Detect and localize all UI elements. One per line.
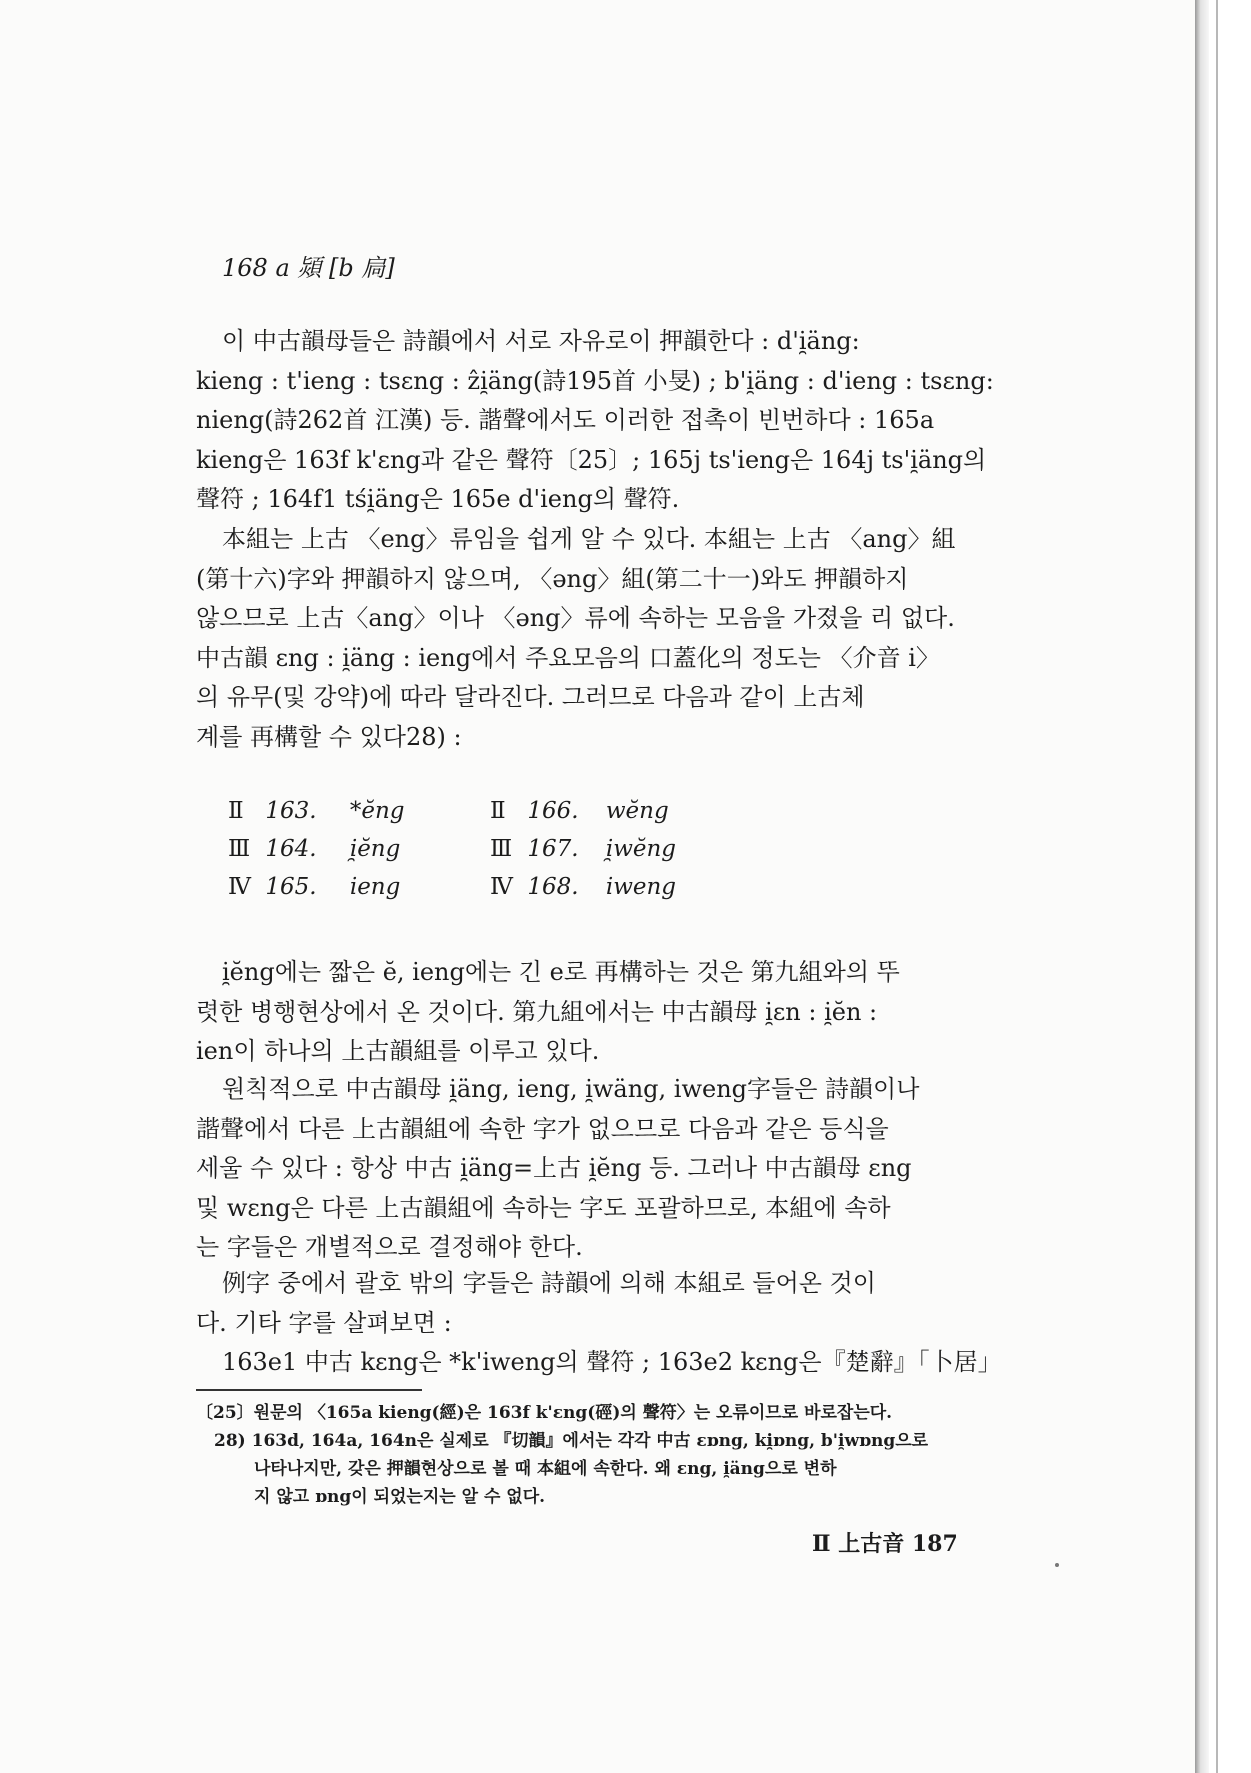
paragraph-5 xyxy=(196,1264,1002,1383)
reconstructed-form: i̯ĕng xyxy=(349,836,401,862)
division-numeral: Ⅲ xyxy=(490,836,513,862)
reconstructed-form: wĕng xyxy=(605,798,669,824)
text-line: 聲符 ; 164f1 tśi̯äng은 165e d'ieng의 聲符. xyxy=(196,485,680,513)
text-line: 및 wɛng은 다른 上古韻組에 속하는 字도 포괄하므로, 本組에 속하 xyxy=(196,1193,891,1222)
text-line: i̯ĕng에는 짧은 ĕ, ieng에는 긴 e로 再構하는 것은 第九組와의 뚜 xyxy=(222,958,900,986)
page-edge-shadow xyxy=(1195,0,1209,1773)
division-numeral: Ⅳ xyxy=(228,874,251,900)
rhyme-number: 164. xyxy=(265,836,317,862)
text-line: 다. 기타 字를 살펴보면 : xyxy=(196,1308,452,1337)
text-line: 本組는 上古 〈eng〉류임을 쉽게 알 수 있다. 本組는 上古 〈ang〉組 xyxy=(222,525,956,553)
reconstructed-form: iweng xyxy=(605,874,677,900)
paragraph-3 xyxy=(196,953,996,1072)
footnote-28-cont: 나타나지만, 갖은 押韻현상으로 볼 때 本組에 속한다. 왜 ɛng, i̯äng으로 변하 xyxy=(254,1459,837,1479)
rhyme-number: 163. xyxy=(265,798,317,824)
text-line: ien이 하나의 上古韻組를 이루고 있다. xyxy=(196,1037,600,1065)
text-line: 렷한 병행현상에서 온 것이다. 第九組에서는 中古韻母 i̯ɛn : i̯ĕn : xyxy=(196,997,878,1026)
page-folio: Ⅱ 上古音 187 xyxy=(812,1531,958,1557)
rhyme-number: 165. xyxy=(265,874,317,900)
reconstructed-form: *ĕng xyxy=(349,798,405,824)
paragraph-4 xyxy=(196,1070,996,1268)
footnote-28: 28) 163d, 164a, 164n은 실제로 『切韻』에서는 각각 中古 ɛɒng, ki̯ɒng, b'i̯wɒng으로 xyxy=(214,1431,929,1451)
text-line: (第十六)字와 押韻하지 않으며, 〈əng〉組(第二十一)와도 押韻하지 xyxy=(196,564,909,593)
table-row xyxy=(228,874,400,900)
text-line: 않으므로 上古〈ang〉이나 〈əng〉류에 속하는 모음을 가졌을 리 없다. xyxy=(196,604,955,632)
section-heading: 168 a 熲 [b 扃] xyxy=(222,254,395,282)
text-line: 中古韻 ɛng : i̯äng : ieng에서 주요모음의 口蓋化의 정도는 〈介音 i〉 xyxy=(196,643,940,672)
text-line: kieng은 163f k'ɛng과 같은 聲符〔25〕; 165j ts'ieng은 164j ts'i̯äng의 xyxy=(196,445,987,474)
rhyme-number: 168. xyxy=(527,874,579,900)
speck xyxy=(1055,1563,1059,1567)
paragraph-1 xyxy=(196,322,996,520)
text-line: 는 字들은 개별적으로 결정해야 한다. xyxy=(196,1233,583,1261)
table-row xyxy=(490,874,676,900)
text-line: 의 유무(및 강약)에 따라 달라진다. 그러므로 다음과 같이 上古체 xyxy=(196,683,865,711)
division-numeral: Ⅳ xyxy=(490,874,513,900)
footnote-divider xyxy=(196,1389,422,1391)
reconstructed-form: i̯wĕng xyxy=(605,836,677,862)
text-line: kieng : t'ieng : tsɛng : ẑi̯äng(詩195首 小旻) ; b'i̯äng : d'ieng : tsɛng: xyxy=(196,366,994,395)
table-row xyxy=(228,836,400,862)
paragraph-2 xyxy=(196,520,996,757)
text-line: 원칙적으로 中古韻母 i̯äng, ieng, i̯wäng, iweng字들은 詩韻이나 xyxy=(222,1075,920,1103)
text-line: nieng(詩262首 江漢) 등. 諧聲에서도 이러한 접촉이 빈번하다 : 165a xyxy=(196,406,935,434)
table-row xyxy=(228,798,405,824)
rhyme-number: 166. xyxy=(527,798,579,824)
reconstructed-form: ieng xyxy=(349,874,401,900)
text-line: 이 中古韻母들은 詩韻에서 서로 자유로이 押韻한다 : d'i̯äng: xyxy=(222,327,860,355)
rhyme-number: 167. xyxy=(527,836,579,862)
text-line: 세울 수 있다 : 항상 中古 i̯äng=上古 i̯ĕng 등. 그러나 中古韻母 ɛng xyxy=(196,1154,912,1182)
division-numeral: Ⅱ xyxy=(228,798,244,824)
division-numeral: Ⅱ xyxy=(490,798,506,824)
table-row xyxy=(490,798,669,824)
text-line: 163e1 中古 kɛng은 *k'iweng의 聲符 ; 163e2 kɛng은『楚辭』「卜居」 xyxy=(222,1348,1002,1376)
text-line: 諧聲에서 다른 上古韻組에 속한 字가 없으므로 다음과 같은 등식을 xyxy=(196,1114,889,1143)
footnote-28-cont: 지 않고 ɒng이 되었는지는 알 수 없다. xyxy=(254,1487,546,1507)
table-row xyxy=(490,836,676,862)
text-line: 계를 再構할 수 있다28) : xyxy=(196,722,462,751)
page-edge-line xyxy=(1216,0,1218,1773)
footnote-25: 〔25〕원문의 〈165a kieng(經)은 163f k'ɛng(硜)의 聲符〉는 오류이므로 바로잡는다. xyxy=(196,1403,893,1423)
division-numeral: Ⅲ xyxy=(228,836,251,862)
text-line: 例字 중에서 괄호 밖의 字들은 詩韻에 의해 本組로 들어온 것이 xyxy=(222,1269,876,1297)
